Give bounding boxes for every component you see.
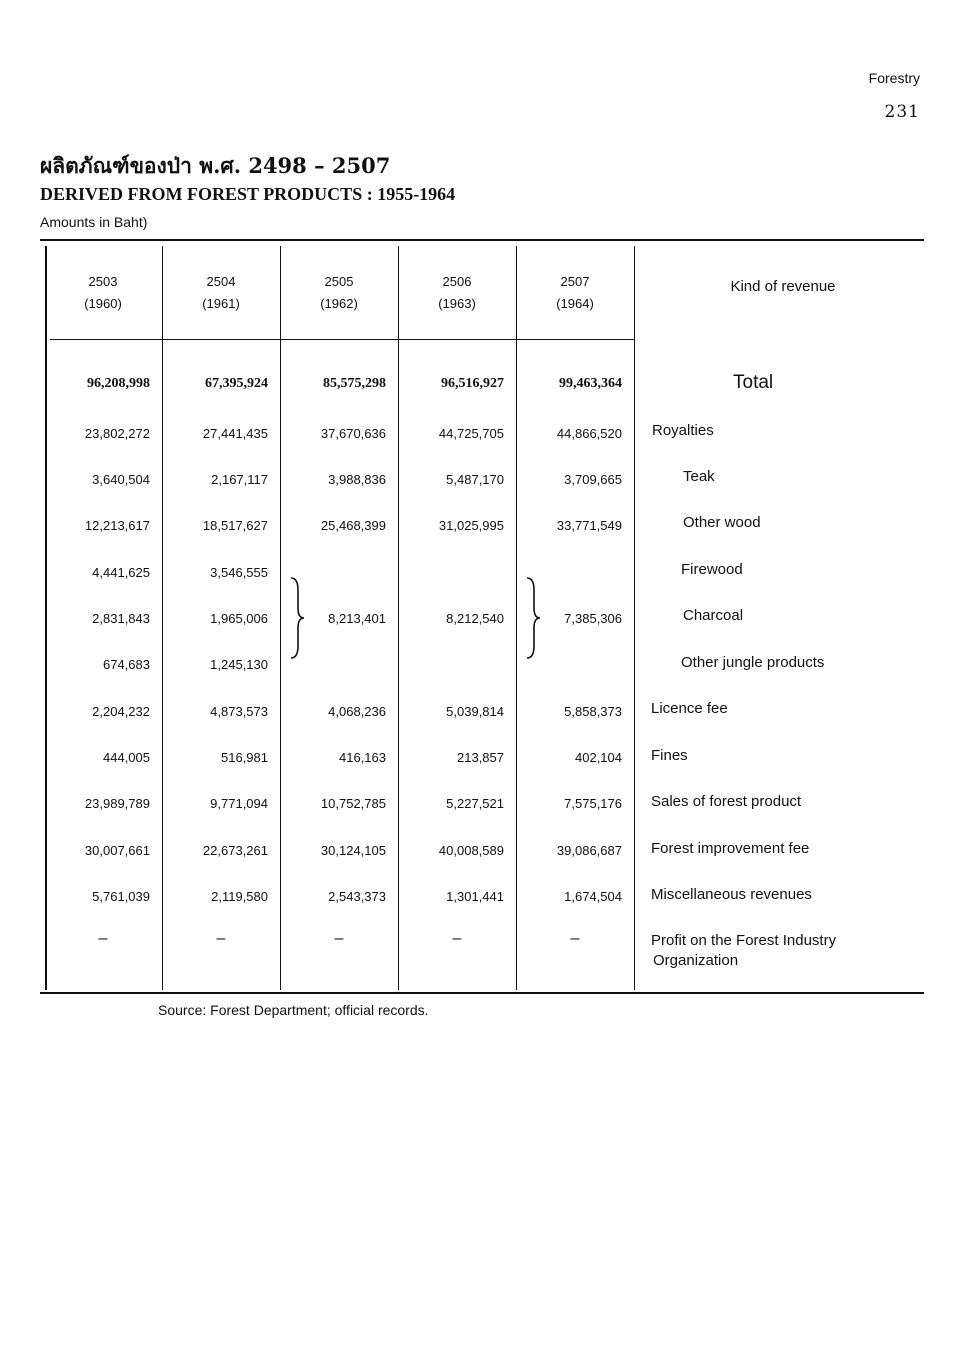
cell-value: 30,124,105 <box>320 843 386 858</box>
cell-value: 3,546,555 <box>210 565 268 580</box>
cell-value: 27,441,435 <box>202 426 268 441</box>
year-thai: 2503 <box>88 274 118 289</box>
row-label: Charcoal <box>683 607 744 624</box>
cell-value: 1,965,006 <box>210 611 268 626</box>
cell-value: 8,213,401 <box>328 611 386 626</box>
cell-value: 18,517,627 <box>202 518 268 533</box>
cell-value: 3,988,836 <box>328 472 386 487</box>
row-label: Other wood <box>683 514 761 531</box>
row-label-continued: Organization <box>653 952 739 969</box>
cell-value: 1,245,130 <box>210 657 268 672</box>
title-english: DERIVED FROM FOREST PRODUCTS : 1955-1964 <box>40 184 456 204</box>
cell-value: – <box>216 930 226 947</box>
cell-value: 7,385,306 <box>564 611 622 626</box>
year-ce: (1961) <box>202 296 240 311</box>
cell-value: 44,866,520 <box>556 426 622 441</box>
year-thai: 2507 <box>560 274 590 289</box>
cell-value: 31,025,995 <box>438 518 504 533</box>
row-label: Forest improvement fee <box>651 840 810 857</box>
cell-value: – <box>334 930 344 947</box>
year-header <box>280 271 398 315</box>
cell-value: 5,858,373 <box>564 704 622 719</box>
cell-value: 22,673,261 <box>202 843 268 858</box>
row-label: Total <box>733 372 774 393</box>
cell-value: 7,575,176 <box>564 796 622 811</box>
table-bottom-rule <box>40 992 924 994</box>
cell-value: 30,007,661 <box>84 843 150 858</box>
cell-value: 402,104 <box>575 750 622 765</box>
cell-value: 2,543,373 <box>328 889 386 904</box>
year-ce: (1960) <box>84 296 122 311</box>
cell-value: 23,989,789 <box>84 796 150 811</box>
year-ce: (1962) <box>320 296 358 311</box>
cell-value: 2,167,117 <box>211 472 268 487</box>
right-brace-icon <box>524 576 542 660</box>
cell-value: 5,761,039 <box>92 889 150 904</box>
year-ce: (1964) <box>556 296 594 311</box>
cell-value: 1,301,441 <box>446 889 504 904</box>
cell-value: 516,981 <box>221 750 268 765</box>
right-brace-icon <box>288 576 306 660</box>
cell-value: 12,213,617 <box>84 518 150 533</box>
table-top-rule <box>40 239 924 241</box>
cell-value: 85,575,298 <box>323 376 386 391</box>
section-header: Forestry <box>868 70 920 86</box>
cell-value: 37,670,636 <box>320 426 386 441</box>
year-header <box>162 271 280 315</box>
cell-value: 416,163 <box>339 750 386 765</box>
cell-value: 1,674,504 <box>564 889 622 904</box>
row-label: Teak <box>683 468 715 485</box>
cell-value: – <box>98 930 108 947</box>
units-note: Amounts in Baht) <box>40 214 148 230</box>
year-header <box>516 271 634 315</box>
cell-value: 44,725,705 <box>438 426 504 441</box>
cell-value: 67,395,924 <box>205 376 268 391</box>
cell-value: 33,771,549 <box>556 518 622 533</box>
cell-value: 4,873,573 <box>210 704 268 719</box>
row-label: Profit on the Forest Industry <box>651 932 837 949</box>
row-label: Firewood <box>681 561 743 578</box>
cell-value: 213,857 <box>457 750 504 765</box>
year-thai: 2506 <box>442 274 472 289</box>
cell-value: 96,516,927 <box>441 376 504 391</box>
cell-value: 5,487,170 <box>446 472 504 487</box>
row-label: Fines <box>651 747 688 764</box>
cell-value: 3,640,504 <box>92 472 150 487</box>
cell-value: 5,227,521 <box>446 796 504 811</box>
cell-value: 9,771,094 <box>210 796 268 811</box>
cell-value: 2,119,580 <box>211 889 268 904</box>
cell-value: 99,463,364 <box>559 376 622 391</box>
row-label: Miscellaneous revenues <box>651 886 812 903</box>
source-note: Source: Forest Department; official records. <box>158 1002 429 1018</box>
cell-value: 10,752,785 <box>320 796 386 811</box>
row-label: Other jungle products <box>681 654 825 671</box>
cell-value: 674,683 <box>103 657 150 672</box>
cell-value: 4,068,236 <box>328 704 386 719</box>
year-thai: 2505 <box>324 274 354 289</box>
cell-value: 2,831,843 <box>92 611 150 626</box>
cell-value: 5,039,814 <box>446 704 504 719</box>
year-thai: 2504 <box>206 274 236 289</box>
cell-value: 8,212,540 <box>446 611 504 626</box>
cell-value: 96,208,998 <box>87 376 150 391</box>
cell-value: 2,204,232 <box>92 704 150 719</box>
cell-value: 444,005 <box>103 750 150 765</box>
column-divider <box>634 246 635 990</box>
page-number: 231 <box>884 102 920 122</box>
title-thai: ผลิตภัณฑ์ของป่า พ.ศ. 2498 – 2507 <box>40 153 391 178</box>
row-label: Licence fee <box>651 700 728 717</box>
cell-value: – <box>570 930 580 947</box>
cell-value: 23,802,272 <box>84 426 150 441</box>
cell-value: 3,709,665 <box>564 472 622 487</box>
row-label: Royalties <box>652 422 714 439</box>
table-header-rule <box>50 339 634 340</box>
row-label: Sales of forest product <box>651 793 802 810</box>
year-ce: (1963) <box>438 296 476 311</box>
cell-value: 40,008,589 <box>438 843 504 858</box>
cell-value: – <box>452 930 462 947</box>
cell-value: 39,086,687 <box>556 843 622 858</box>
year-header <box>44 271 162 315</box>
cell-value: 25,468,399 <box>320 518 386 533</box>
kind-of-revenue-header: Kind of revenue <box>730 278 836 295</box>
year-header <box>398 271 516 315</box>
cell-value: 4,441,625 <box>92 565 150 580</box>
